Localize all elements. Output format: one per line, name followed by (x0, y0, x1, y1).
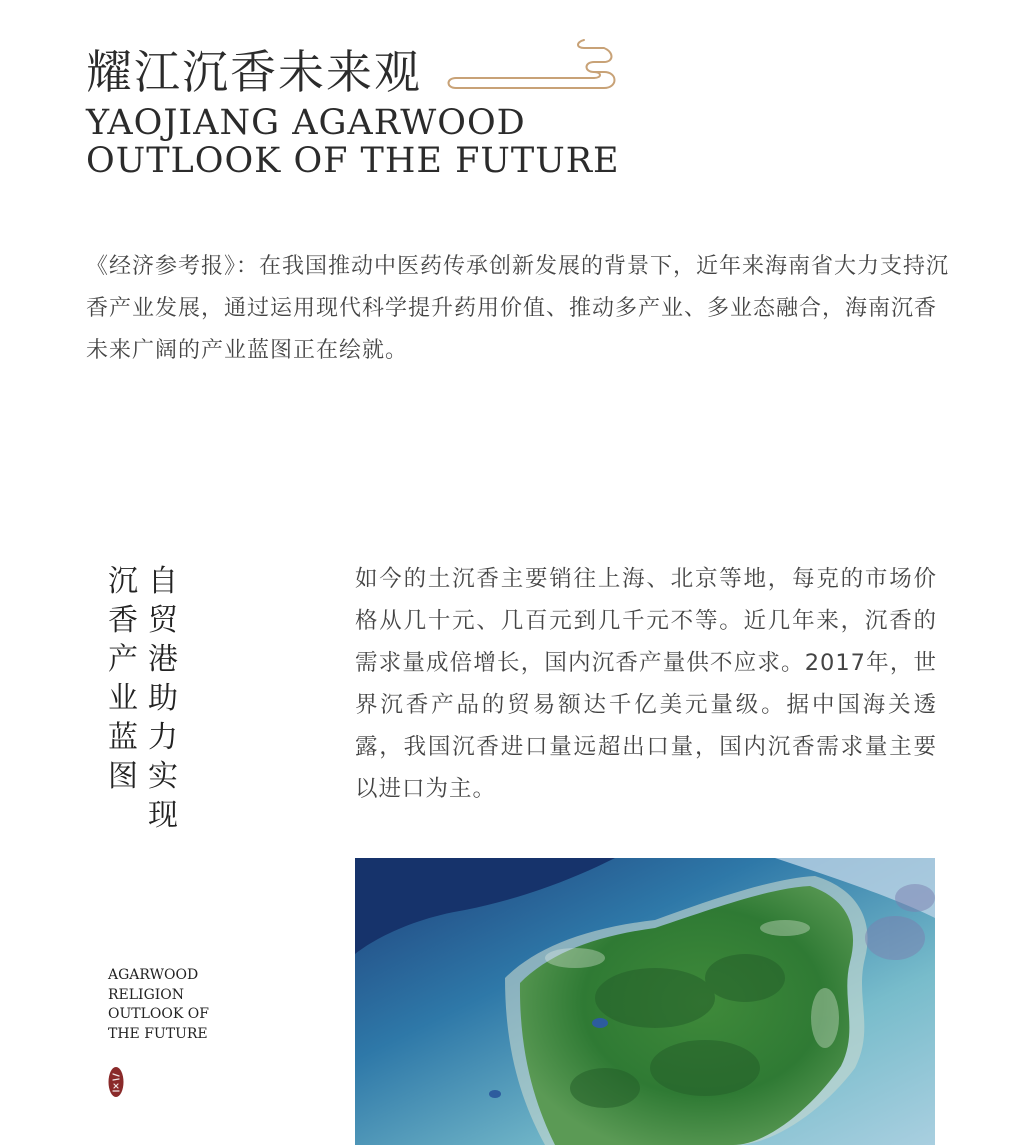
caption-line: THE FUTURE (108, 1025, 208, 1042)
english-caption (108, 966, 209, 1044)
intro-paragraph: 《经济参考报》：在我国推动中医药传承创新发展的背景下，近年来海南省大力支持沉香产业发展，通过运用现代科学提升药用价值、推动多产业、多业态融合，海南沉香未来广阔的产业蓝图正在绘就。 (86, 254, 950, 363)
title-en-line-1: YAOJIANG AGARWOOD (86, 103, 526, 143)
seal-stamp-icon (108, 1066, 124, 1098)
title-en-line-2: OUTLOOK OF THE FUTURE (86, 141, 620, 181)
cloud-swirl-icon (444, 36, 624, 96)
body-paragraph: 如今的土沉香主要销往上海、北京等地，每克的市场价格从几十元、几百元到几千元不等。近几年来，沉香的需求量成倍增长，国内沉香产量供不应求。2017年，世界沉香产品的贸易额达千亿美元量级。据中国海关透露，我国沉香进口量远超出口量，国内沉香需求量主要以进口为主。 (355, 566, 937, 802)
vertical-title-2: 沉香产业蓝图 (108, 564, 138, 794)
page-title-en (86, 104, 620, 180)
caption-line: AGARWOOD (108, 967, 199, 983)
caption-line: RELIGION (108, 986, 185, 1003)
caption-line: OUTLOOK OF (108, 1006, 209, 1022)
vertical-title-1: 自贸港助力实现 (148, 564, 178, 833)
page-title: 耀江沉香未来观 (86, 45, 422, 99)
island-satellite-image (355, 858, 935, 1145)
